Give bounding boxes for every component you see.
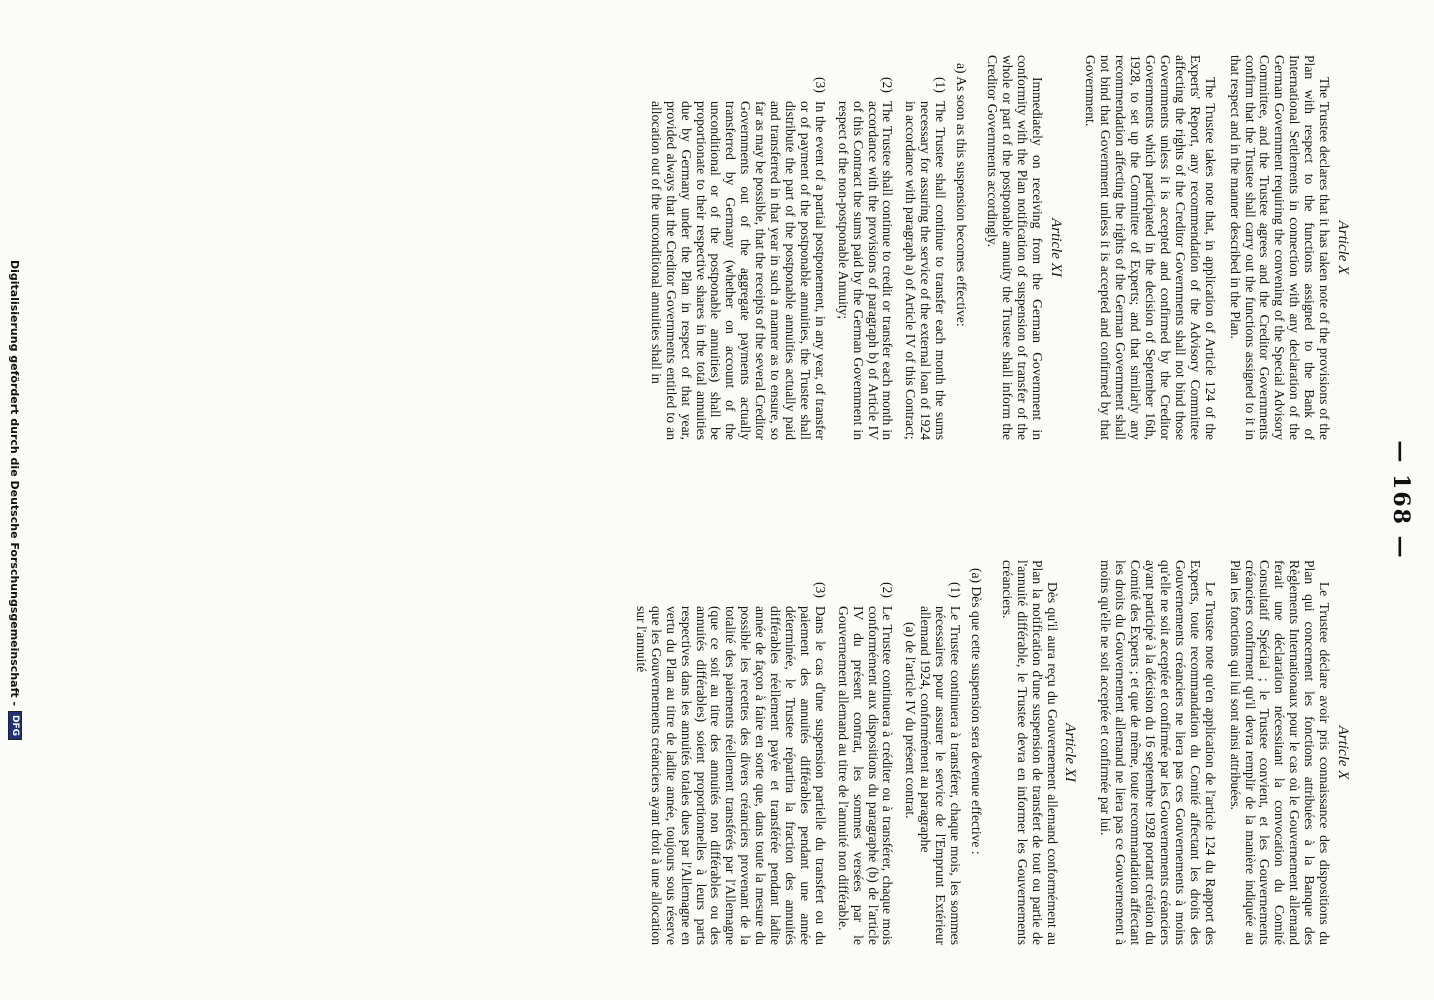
article-x-title-en: Article X — [1335, 220, 1351, 275]
list-item — [648, 55, 827, 440]
digitization-credit — [0, 0, 30, 1000]
list-item — [902, 55, 947, 440]
item-text — [902, 606, 962, 945]
page-number: — 168 — — [1388, 440, 1414, 560]
item-text: In the event of a partial postponement, in any year, of transfer or of payment of the postponable annuities, the Trustee shall distribute the part of the postponable annuities actually paid and transferred in that year in such a manner as to ensure, so far as may be possible, that the receipts of the several Creditor Governments out of the aggregate payments actually transferred by Germany (whether on account of the unconditional or of the postponable annuities) shall be proportionate to their respective shares in the total annuities due by Germany under the Plan in respect of that year, provided always that the Creditor Governments entitled to an allocation out of the unconditional annuities shall in — [648, 101, 828, 440]
article-x-title-fr: Article X — [1335, 725, 1351, 780]
article-xi-paragraph-fr: Dès qu'il aura reçu du Gouvernement allemand conformément au Plan la notification d'une suspension de transfert de tout ou partie de l'annuité différable, le Trustee devra en informer les Gouvernements créanciers. — [999, 560, 1060, 945]
credit-text: Digitalisierung gefördert durch die Deutsche Forschungsgemeinschaft - — [8, 259, 22, 707]
article-x-paragraph-1-en: The Trustee declares that it has taken note of the provisions of the Plan with respect to the functions assigned to the Bank of International Settlements in connection with any declaration of the German Government requiring the convening of the Special Advisory Committee, and the Trustee agrees and the Creditor Governments confirm that the Trustee shall carry out the functions assigned to it in that respect and in the manner described in the Plan. — [1227, 55, 1333, 440]
item-text: Dans le cas d'une suspension partielle du transfert ou du paiement des annuités différables pendant une année déterminée, le Trustee répartira la fraction des annuités différables réellement payée et transférée pendant ladite année de façon à faire en sorte que, dans toute la mesure du possible les recettes des divers créanciers provenant de la totalité des paiements réellement transférés par l'Allemagne (que ce soit au titre des annuités non différables ou des annuités différables) soient proportionnelles à leurs parts respectives dans les annuités totales dues par l'Allemagne en vertu du Plan au titre de ladite année, toujours sous réserve que les Gouvernements créanciers ayant droit à une allocation sur l'annuité — [633, 606, 828, 945]
item-number: (2) — [880, 77, 896, 93]
item-subclause: (a) de l'article IV du présent contrat. — [903, 622, 919, 819]
article-xi-title-fr: Article XI — [1062, 723, 1079, 782]
item-number: (1) — [948, 582, 964, 598]
list-item — [835, 55, 895, 440]
french-column — [625, 560, 1356, 945]
item-text-main: Le Trustee continuera à transférer, chaque mois, les sommes nécessaires pour assurer le service de l'Emprunt Extérieur allemand 1924, conformément au paragraphe — [918, 606, 964, 945]
item-text: The Trustee shall continue to transfer each month the sums necessary for assuring the service of the external loan of 1924 in accordance with paragraph a) of Article IV of this Contract; — [903, 101, 949, 440]
list-item — [633, 560, 827, 945]
article-x-paragraph-2-fr: Le Trustee note qu'en application de l'article 124 du Rapport des Experts, toute recommandation du Comité affectant les droits des Gouvernements créanciers ne liera pas ces Gouvernements à moins qu'elle ne soit acceptée et confirmée par les Gouvernements créanciers ayant participé à la décision du 16 septembre 1928 portant création du Comité des Experts ; et que de même, toute recommandation affectant les droits du Gouvernement allemand ne liera pas ce Gouvernement à moins qu'elle ne soit acceptée et confirmée par lui. — [1098, 560, 1218, 945]
item-number: (1) — [933, 77, 949, 93]
dfg-logo: DFG — [8, 711, 22, 740]
article-x-paragraph-2-en: The Trustee takes note that, in application of Article 124 of the Experts' Report, any recommendation of the Advisory Committee affecting the rights of the Creditor Governments shall not bind those Governments unless it is accepted and confirmed by the Creditor Governments which participated in the decision of September 16th, 1928, to set up the Committee of Experts; and that similarly any recommendation affecting the rights of the German Government shall not bind that Government unless it is accepted and confirmed by that Government. — [1083, 55, 1218, 440]
article-xi-title-en: Article XI — [1047, 218, 1064, 277]
lead-clause-fr: (a) Dès que cette suspension sera devenue effective : — [968, 568, 984, 855]
item-text: Le Trustee continuera à créditer ou à transférer, chaque mois conformément aux dispositions du paragraphe (b) de l'article IV du présent contrat, les sommes versées par le Gouvernement allemand au titre de l'annuité non différable. — [835, 606, 896, 945]
english-column — [640, 55, 1356, 440]
article-x-paragraph-1-fr: Le Trustee déclare avoir pris connaissance des dispositions du Plan qui concernent les fonctions attribuées à la Banque des Règlements Internationaux pour le cas où le Gouvernement allemand ferait une déclaration nécessitant la convocation du Comité Consultatif Spécial ; le Trustee convient, et les Gouvernements créanciers confirment qu'il devra remplir de la manière indiquée au Plan les fonctions qui lui sont ainsi attribuées. — [1227, 560, 1333, 945]
article-xi-paragraph-en: Immediately on receiving from the German Government in conformity with the Plan notification of suspension of transfer of the whole or part of the postponable annuity the Trustee shall inform the Creditor Governments accordingly. — [984, 55, 1045, 440]
list-item — [902, 560, 962, 945]
item-number: (2) — [880, 582, 896, 598]
item-number: (3) — [812, 582, 828, 598]
item-number: (3) — [812, 77, 828, 93]
item-text: The Trustee shall continue to credit or transfer each month in accordance with the provisions of paragraph b) of Article IV of this Contract the sums paid by the German Government in respect of the non-postponable Annuity; — [835, 101, 896, 440]
lead-clause-en: a) As soon as this suspension becomes effective: — [954, 63, 970, 327]
list-item — [835, 560, 895, 945]
